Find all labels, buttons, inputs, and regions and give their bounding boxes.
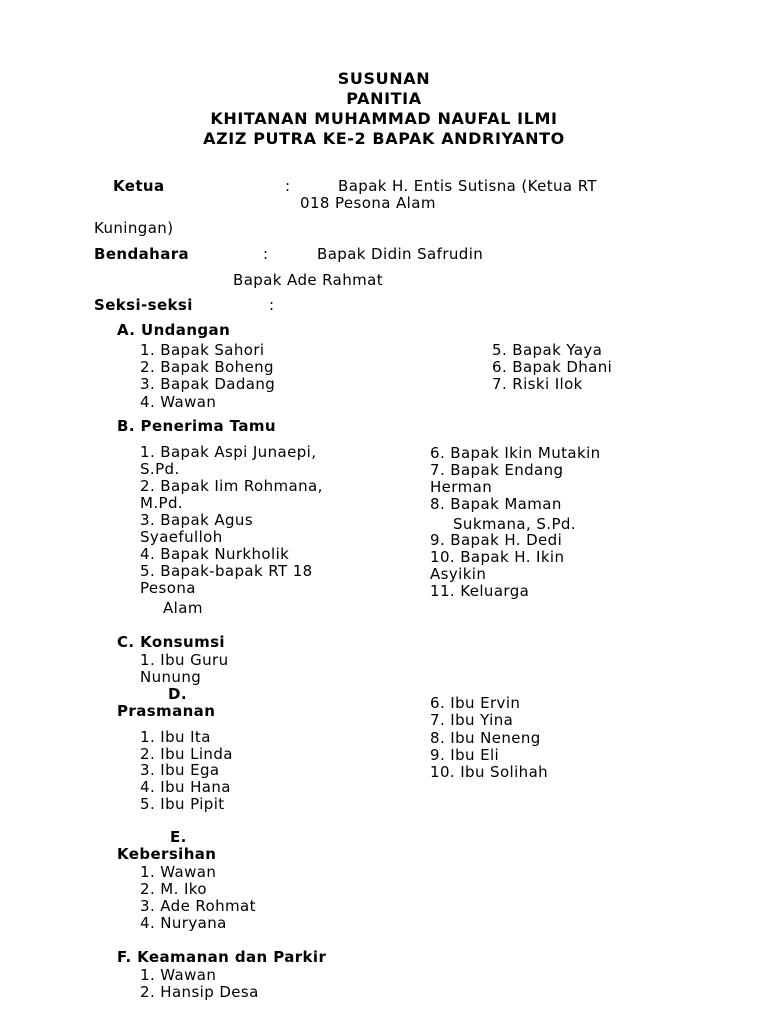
list-item: Syaefulloh (140, 528, 223, 546)
kebersihan-heading-2: Kebersihan (117, 845, 217, 863)
ketua-value-line-3: Kuningan) (94, 219, 174, 237)
list-item: 3. Bapak Agus (140, 511, 254, 529)
list-item: 5. Ibu Pipit (140, 795, 225, 813)
list-item: 1. Ibu Guru (140, 651, 229, 669)
penerima-tamu-heading: B. Penerima Tamu (117, 417, 277, 435)
prasmanan-heading-2: Prasmanan (117, 702, 216, 720)
list-item: 9. Ibu Eli (430, 746, 500, 764)
bendahara-colon: : (263, 245, 269, 263)
list-item: 7. Bapak Endang (430, 461, 564, 479)
list-item: Pesona (140, 579, 196, 597)
list-item: 3. Bapak Dadang (140, 375, 276, 393)
list-item: 1. Wawan (140, 966, 217, 984)
list-item: 2. Ibu Linda (140, 745, 233, 763)
title-line-3: KHITANAN MUHAMMAD NAUFAL ILMI (210, 109, 558, 128)
list-item: 4. Nuryana (140, 914, 227, 932)
keamanan-heading: F. Keamanan dan Parkir (117, 948, 327, 966)
list-item: 10. Ibu Solihah (430, 763, 549, 781)
ketua-label: Ketua (113, 177, 165, 195)
list-item: 5. Bapak Yaya (492, 341, 603, 359)
seksi-colon: : (269, 296, 275, 314)
list-item: 6. Ibu Ervin (430, 694, 521, 712)
list-item: 8. Ibu Neneng (430, 729, 541, 747)
title-line-4: AZIZ PUTRA KE-2 BAPAK ANDRIYANTO (203, 129, 565, 148)
ketua-value-line-2: 018 Pesona Alam (300, 194, 436, 212)
list-item: 1. Bapak Sahori (140, 341, 265, 359)
list-item: 9. Bapak H. Dedi (430, 531, 563, 549)
list-item: 5. Bapak-bapak RT 18 (140, 562, 313, 580)
list-item: Asyikin (430, 565, 487, 583)
list-item: 2. M. Iko (140, 880, 207, 898)
list-item: 4. Bapak Nurkholik (140, 545, 290, 563)
list-item: 6. Bapak Dhani (492, 358, 613, 376)
list-item: Herman (430, 478, 493, 496)
prasmanan-heading-1: D. (168, 685, 187, 703)
bendahara-value-2: Bapak Ade Rahmat (233, 271, 384, 289)
list-item: 4. Ibu Hana (140, 778, 231, 796)
bendahara-label: Bendahara (94, 245, 190, 263)
list-item: S.Pd. (140, 460, 180, 478)
ketua-value-line-1: Bapak H. Entis Sutisna (Ketua RT (338, 177, 597, 195)
list-item: Sukmana, S.Pd. (453, 515, 576, 533)
list-item: 2. Bapak Iim Rohmana, (140, 477, 323, 495)
list-item: 11. Keluarga (430, 582, 530, 600)
list-item: 3. Ibu Ega (140, 761, 220, 779)
list-item: 7. Ibu Yina (430, 711, 514, 729)
list-item: 4. Wawan (140, 393, 217, 411)
list-item: 6. Bapak Ikin Mutakin (430, 444, 601, 462)
list-item: 2. Hansip Desa (140, 983, 259, 1001)
list-item: 10. Bapak H. Ikin (430, 548, 565, 566)
title-line-1: SUSUNAN (337, 69, 431, 88)
list-item: 1. Wawan (140, 863, 217, 881)
kebersihan-heading-1: E. (170, 828, 187, 846)
list-item: 7. Riski Ilok (492, 375, 583, 393)
list-item: 2. Bapak Boheng (140, 358, 274, 376)
undangan-heading: A. Undangan (117, 321, 231, 339)
list-item: Alam (163, 599, 203, 617)
list-item: 1. Bapak Aspi Junaepi, (140, 443, 317, 461)
list-item: 8. Bapak Maman (430, 495, 562, 513)
bendahara-value-1: Bapak Didin Safrudin (317, 245, 484, 263)
konsumsi-heading: C. Konsumsi (117, 633, 225, 651)
list-item: 3. Ade Rohmat (140, 897, 256, 915)
ketua-colon: : (285, 177, 291, 195)
seksi-label: Seksi-seksi (94, 296, 193, 314)
list-item: M.Pd. (140, 494, 184, 512)
list-item: 1. Ibu Ita (140, 728, 211, 746)
list-item: Nunung (140, 668, 202, 686)
title-line-2: PANITIA (346, 89, 422, 108)
